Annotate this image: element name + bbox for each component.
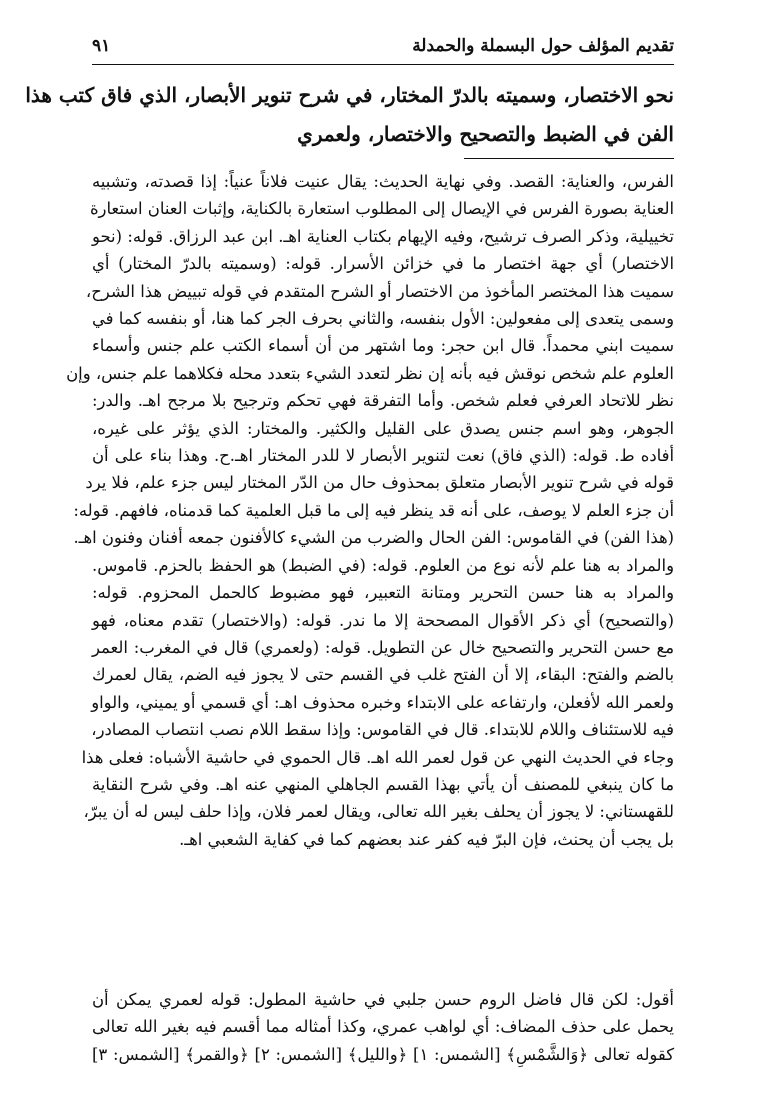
running-title: تقديم المؤلف حول البسملة والحمدلة (412, 36, 674, 56)
commentary-line: للقهستاني: لا يجوز أن يحلف بغير الله تعالى، ويقال لعمر فلان، وإذا حلف ليس له أن يبرّ، (83, 802, 674, 822)
commentary-line: بل يجب أن يحنث، فإن البرّ فيه كفر عند بعضهم كما في كفاية الشعبي اهـ. (179, 829, 674, 849)
commentary-line: وسمى يتعدى إلى مفعولين: الأول بنفسه، والثاني بحرف الجر كما هنا، أو بنفسه كما في (92, 309, 674, 329)
commentary-line: (والتصحيح) أي ذكر الأقوال المصححة إلا ما ندر. قوله: (والاختصار) تقدم معناه، فهو (92, 610, 674, 630)
closing-line: يحمل على حذف المضاف: أي لواهب عمري، وكذا أمثاله مما أقسم فيه بغير الله تعالى (92, 1017, 674, 1037)
commentary-line: الاختصار) أي جهة اختصار ما في خزائن الأسرار. قوله: (وسميته بالدرّ المختار) أي (92, 254, 674, 274)
commentary-line: العناية بصورة الفرس في الإيصال إلى المطلوب استعارة بالكناية، وإثبات العنان استعارة (89, 199, 674, 219)
commentary-line: قوله في شرح تنوير الأبصار متعلق بمحذوف حال من الدّر المختار ليس جزء علم، فلا يرد (85, 473, 674, 493)
commentary-line: تخييلية، وذكر الصرف ترشيح، وفيه الإيهام بكتاب العناية اهـ. ابن عبد الرزاق. قوله: (نحو (92, 226, 674, 246)
closing-paragraph (92, 986, 674, 1068)
closing-line: أقول: لكن قال فاضل الروم حسن جلبي في حاشية المطول: قوله لعمري يمكن أن (92, 990, 674, 1009)
commentary-line: (هذا الفن) في القاموس: الفن الحال والضرب من الشيء كالأفنون جمعه أفنان وفنون اهـ. (73, 528, 674, 548)
commentary-line: ولعمر الله لأفعلن، وارتفاعه على الابتداء وخبره محذوف اهـ: أي قسمي أو يميني، والواو (91, 692, 674, 712)
commentary-line: والمراد به هنا علم لأنه نوع من العلوم. قوله: (في الضبط) هو الحفظ بالحزم. قاموس. (92, 555, 674, 575)
commentary-line: والمراد به هنا حسن التحرير ومتانة التعبير، فهو مضبوط كالحمل المحزوم. قوله: (92, 583, 674, 603)
commentary-line: فيه للاستئناف واللام للابتداء. قال في القاموس: وإذا سقط اللام نصب انتصاب المصادر، (91, 720, 674, 740)
commentary-line: ما كان ينبغي للمصنف أن يأتي بهذا القسم الجاهلي المنهي عنه اهـ. وفي شرح النقاية (92, 774, 674, 794)
commentary-line: سميت ابني محمداً. قال ابن حجر: وما اشتهر من أن أسماء الكتب علم جنس وأسماء (92, 336, 674, 356)
commentary (66, 168, 674, 853)
main-text-line: الفن في الضبط والتصحيح والاختصار، ولعمري (297, 122, 674, 146)
commentary-line: وجاء في الحديث النهي عن قول لعمر الله اهـ. قال الحموي في حاشية الأشباه: فعلى هذا (81, 747, 674, 767)
footnote-separator (464, 158, 674, 159)
commentary-line: بالضم والفتح: البقاء، إلا أن الفتح غلب في القسم حتى لا يجوز فيه الضم، يقال لعمرك (92, 665, 674, 685)
commentary-line: أن جزء العلم لا يوصف، على أنه قد ينظر فيه إلى ما قبل العلمية كما قدمناه، فافهم. قوله: (73, 500, 674, 520)
main-text-line: نحو الاختصار، وسميته بالدرّ المختار، في شرح تنوير الأبصار، الذي فاق كتب هذا (25, 83, 674, 107)
commentary-line: الجوهر، وهو اسم جنس يصدق على القليل والكثير. والمختار: الذي يؤثر على غيره، (92, 418, 674, 438)
page-number: ٩١ (92, 36, 111, 56)
main-text (25, 76, 674, 154)
commentary-line: نظر للاتحاد العرفي فعلم شخص. وأما التفرقة فهي تحكم وترجيح بلا مرجح اهـ. والدر: (92, 391, 674, 411)
commentary-line: العلوم علم شخص نوقش فيه بأنه إن نظر لتعدد الشيء بتعدد محله فكلاهما علم جنس، وإن (66, 363, 674, 383)
commentary-line: مع حسن التحرير والتصحيح خال عن التطويل. قوله: (ولعمري) قال في المغرب: العمر (92, 637, 674, 657)
closing-line: كقوله تعالى ﴿وَالشَّمْسِ﴾ [الشمس: ١] ﴿والليل﴾ [الشمس: ٢] ﴿والقمر﴾ [الشمس: ٣] (92, 1044, 674, 1064)
commentary-line: الفرس، والعناية: القصد. وفي نهاية الحديث: يقال عنيت فلاناً عنياً: إذا قصدته، وتشبيه (92, 172, 674, 191)
page-header (92, 34, 674, 65)
commentary-line: سميت هذا المختصر المأخوذ من الاختصار أو الشرح المتقدم في قوله تبييض هذا الشرح، (85, 281, 674, 301)
commentary-line: أفاده ط. قوله: (الذي فاق) نعت لتنوير الأبصار لا للدر المختار اهـ.ح. وهذا بناء على أن (92, 446, 674, 466)
